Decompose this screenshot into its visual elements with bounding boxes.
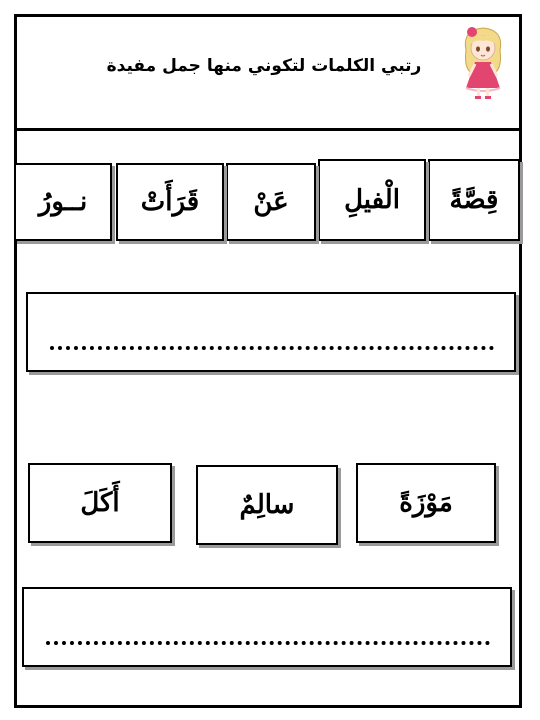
word-card-akala[interactable]: أَكَلَ — [28, 463, 172, 543]
worksheet-header — [14, 14, 522, 131]
girl-illustration — [456, 22, 510, 102]
word-card-nour[interactable]: نــورُ — [14, 163, 112, 241]
word-card-qissa[interactable]: قِصَّةً — [428, 159, 520, 241]
word-card-qaraat[interactable]: قَرَأَتْ — [116, 163, 224, 241]
word-card-an[interactable]: عَنْ — [226, 163, 316, 241]
instruction-title: رتبي الكلمات لتكوني منها جمل مفيدة — [106, 56, 422, 76]
word-card-salim[interactable]: سالِمٌ — [196, 465, 338, 545]
answer-box-1[interactable] — [26, 292, 516, 372]
answer-box-2[interactable] — [22, 587, 512, 667]
answer-dotted-line — [50, 346, 494, 350]
answer-dotted-line — [46, 641, 490, 645]
word-card-alfil[interactable]: الْفيلِ — [318, 159, 426, 241]
word-card-mawza[interactable]: مَوْزَةً — [356, 463, 496, 543]
